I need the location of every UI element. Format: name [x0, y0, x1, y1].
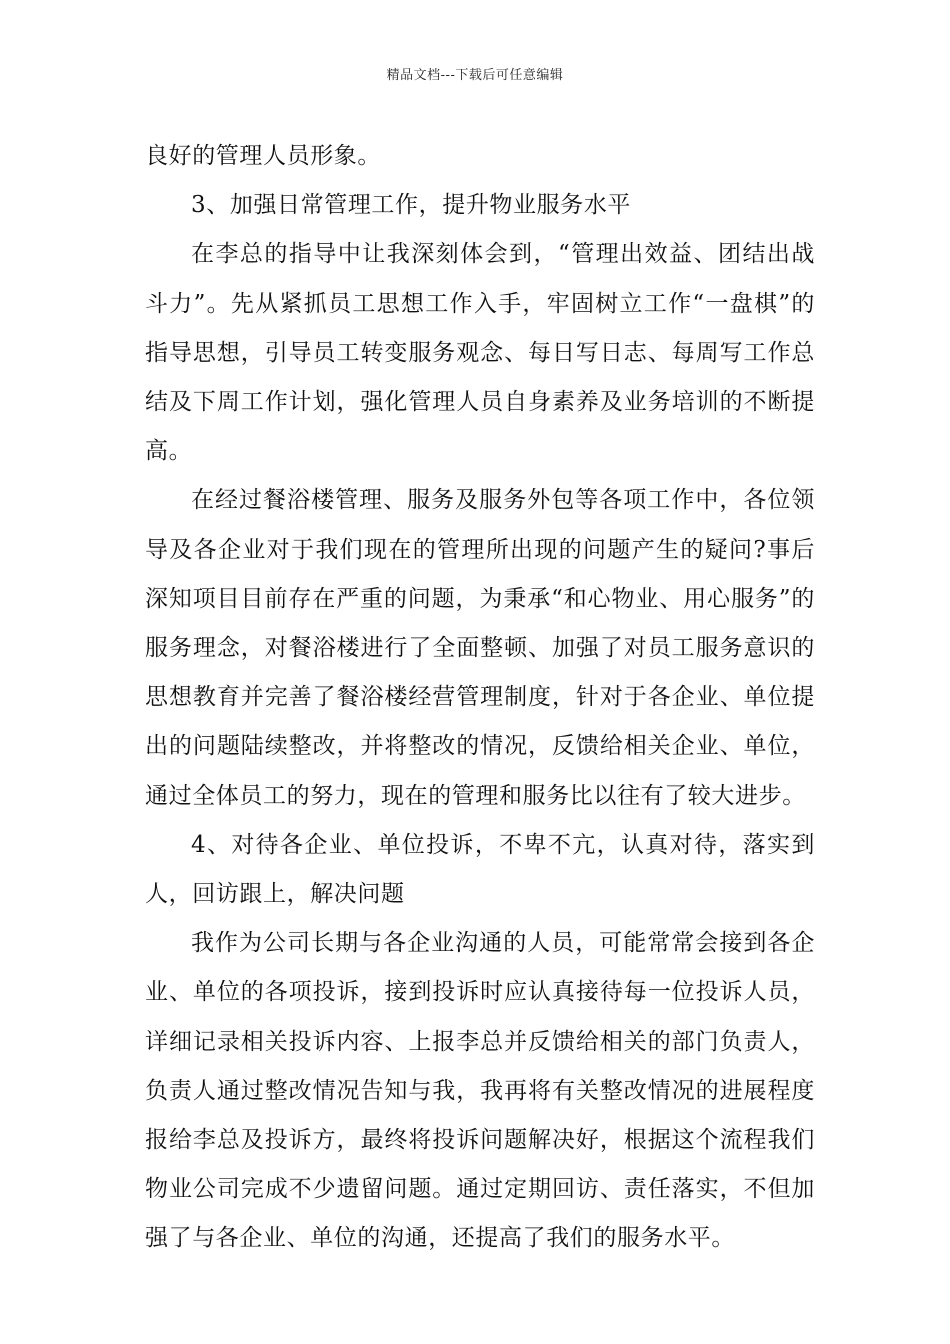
document-body — [145, 132, 815, 1264]
paragraph: 在经过餐浴楼管理、服务及服务外包等各项工作中，各位领导及各企业对于我们现在的管理所出现的问题产生的疑问?事后深知项目目前存在严重的问题，为秉承“和心物业、用心服务”的服务理念，对餐浴楼进行了全面整顿、加强了对员工服务意识的思想教育并完善了餐浴楼经营管理制度，针对于各企业、单位提出的问题陆续整改，并将整改的情况，反馈给相关企业、单位，通过全体员工的努力，现在的管理和服务比以往有了较大进步。 — [145, 487, 815, 809]
section-heading: 3、加强日常管理工作，提升物业服务水平 — [191, 192, 632, 219]
paragraph: 在李总的指导中让我深刻体会到，“管理出效益、团结出战斗力”。先从紧抓员工思想工作入手，牢固树立工作“一盘棋”的指导思想，引导员工转变服务观念、每日写日志、每周写工作总结及下周工作计划，强化管理人员自身素养及业务培训的不断提高。 — [145, 241, 815, 465]
section-heading: 4、对待各企业、单位投诉，不卑不亢，认真对待，落实到人，回访跟上，解决问题 — [145, 831, 815, 908]
paragraph: 良好的管理人员形象。 — [145, 143, 381, 169]
page-header: 精品文档---下载后可任意编辑 — [386, 68, 564, 83]
paragraph: 我作为公司长期与各企业沟通的人员，可能常常会接到各企业、单位的各项投诉，接到投诉时应认真接待每一位投诉人员，详细记录相关投诉内容、上报李总并反馈给相关的部门负责人，负责人通过整改情况告知与我，我再将有关整改情况的进展程度报给李总及投诉方，最终将投诉问题解决好，根据这个流程我们物业公司完成不少遗留问题。通过定期回访、责任落实，不但加强了与各企业、单位的沟通，还提高了我们的服务水平。 — [145, 930, 815, 1252]
